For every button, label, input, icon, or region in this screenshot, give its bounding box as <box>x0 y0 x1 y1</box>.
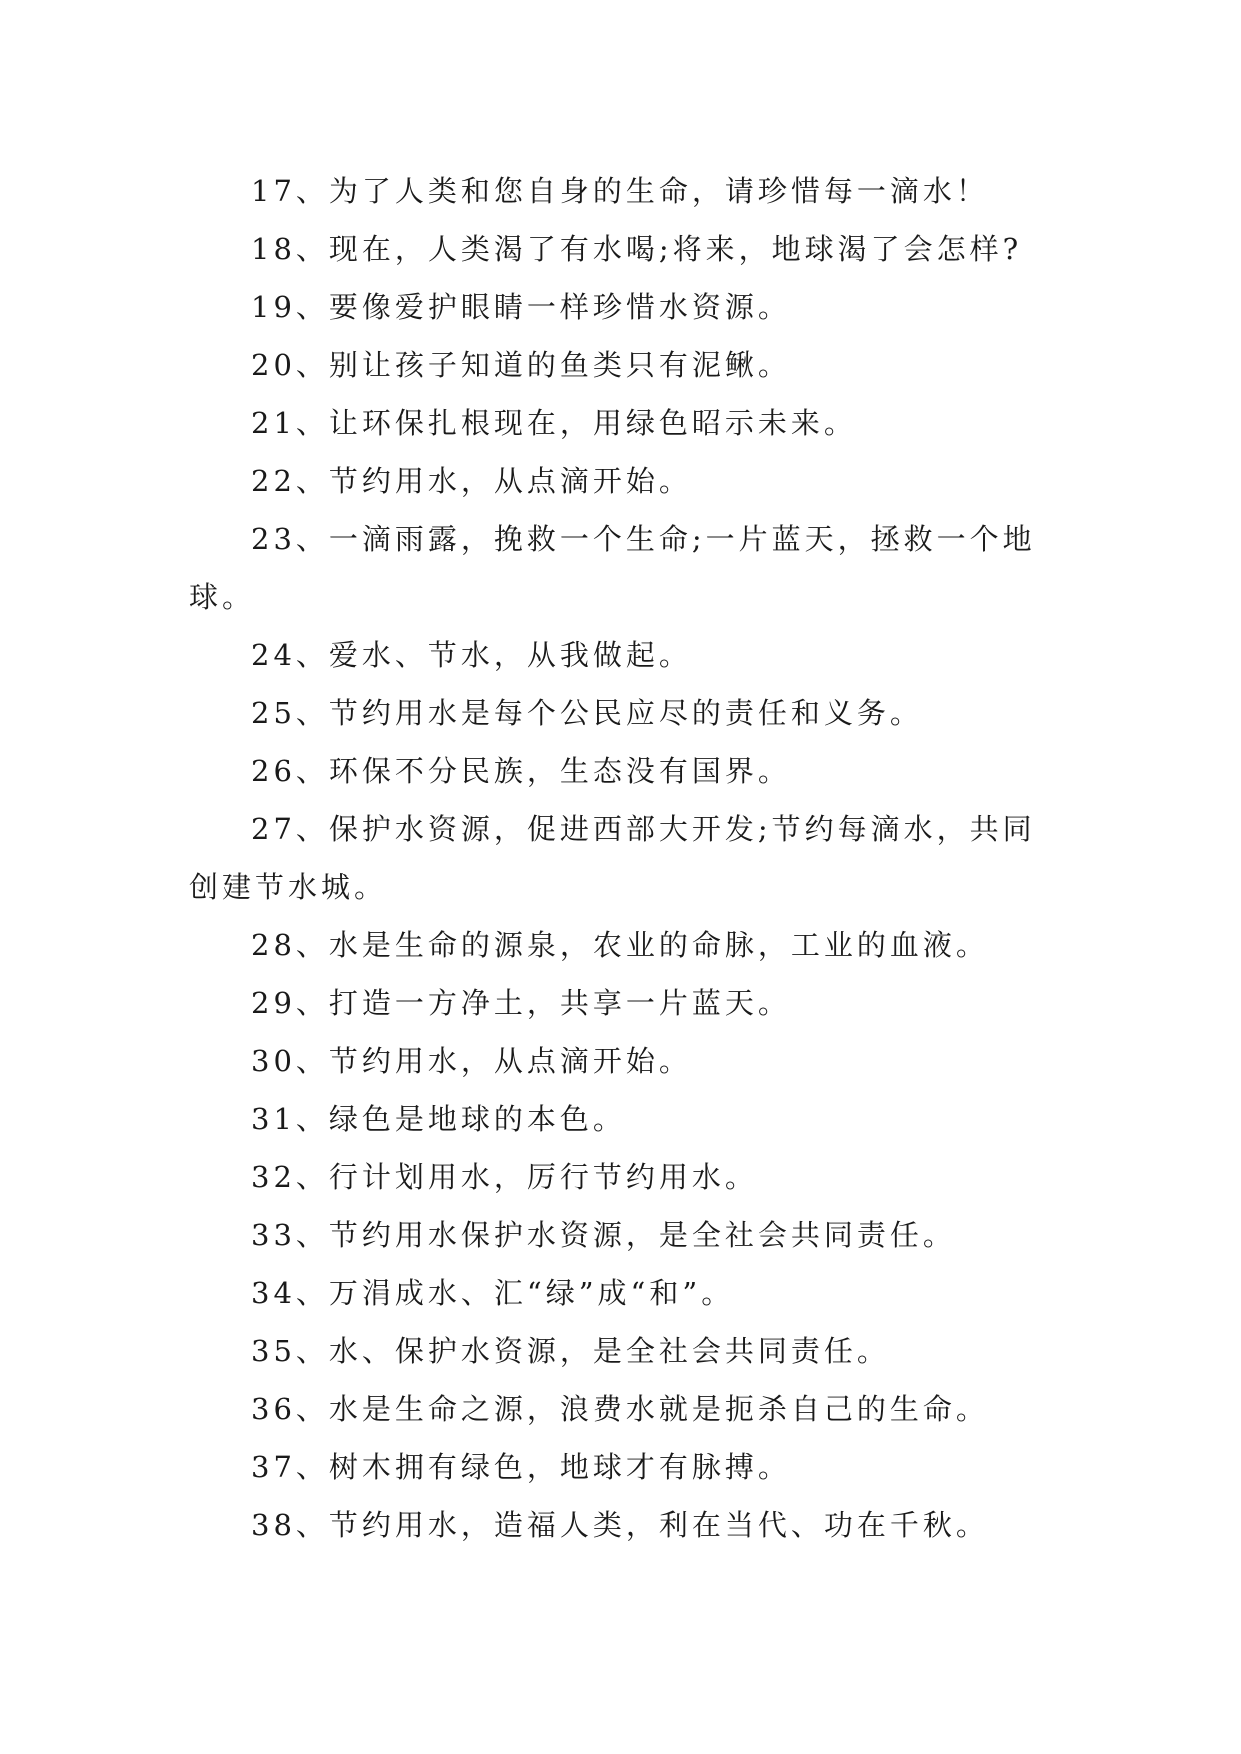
slogan-line-continuation: 创建节水城。 <box>189 870 388 904</box>
slogan-line: 33、节约用水保护水资源，是全社会共同责任。 <box>251 1218 956 1252</box>
slogan-line: 29、打造一方净土，共享一片蓝天。 <box>251 986 791 1020</box>
slogan-line: 23、一滴雨露，挽救一个生命;一片蓝天，拯救一个地 <box>251 522 1036 556</box>
slogan-line-continuation: 球。 <box>189 580 256 614</box>
slogan-line: 31、绿色是地球的本色。 <box>251 1102 626 1136</box>
slogan-line: 37、树木拥有绿色，地球才有脉搏。 <box>251 1450 791 1484</box>
slogan-line: 21、让环保扎根现在，用绿色昭示未来。 <box>251 406 857 440</box>
slogan-line: 28、水是生命的源泉，农业的命脉，工业的血液。 <box>251 928 989 962</box>
slogan-line: 20、别让孩子知道的鱼类只有泥鳅。 <box>251 348 791 382</box>
slogan-line: 27、保护水资源，促进西部大开发;节约每滴水，共同 <box>251 812 1036 846</box>
slogan-line: 19、要像爱护眼睛一样珍惜水资源。 <box>251 290 791 324</box>
slogan-line: 26、环保不分民族，生态没有国界。 <box>251 754 791 788</box>
slogan-line: 38、节约用水，造福人类，利在当代、功在千秋。 <box>251 1508 989 1542</box>
slogan-line: 30、节约用水，从点滴开始。 <box>251 1044 692 1078</box>
slogan-line: 22、节约用水，从点滴开始。 <box>251 464 692 498</box>
slogan-line: 36、水是生命之源，浪费水就是扼杀自己的生命。 <box>251 1392 989 1426</box>
slogan-line: 17、为了人类和您自身的生命，请珍惜每一滴水！ <box>251 174 989 208</box>
slogan-line: 32、行计划用水，厉行节约用水。 <box>251 1160 758 1194</box>
document-body <box>189 162 1069 1554</box>
slogan-line: 35、水、保护水资源，是全社会共同责任。 <box>251 1334 890 1368</box>
slogan-line: 25、节约用水是每个公民应尽的责任和义务。 <box>251 696 923 730</box>
slogan-line: 24、爱水、节水，从我做起。 <box>251 638 692 672</box>
slogan-line: 34、万涓成水、汇“绿”成“和”。 <box>251 1276 735 1310</box>
slogan-line: 18、现在，人类渴了有水喝;将来，地球渴了会怎样? <box>251 232 1023 266</box>
